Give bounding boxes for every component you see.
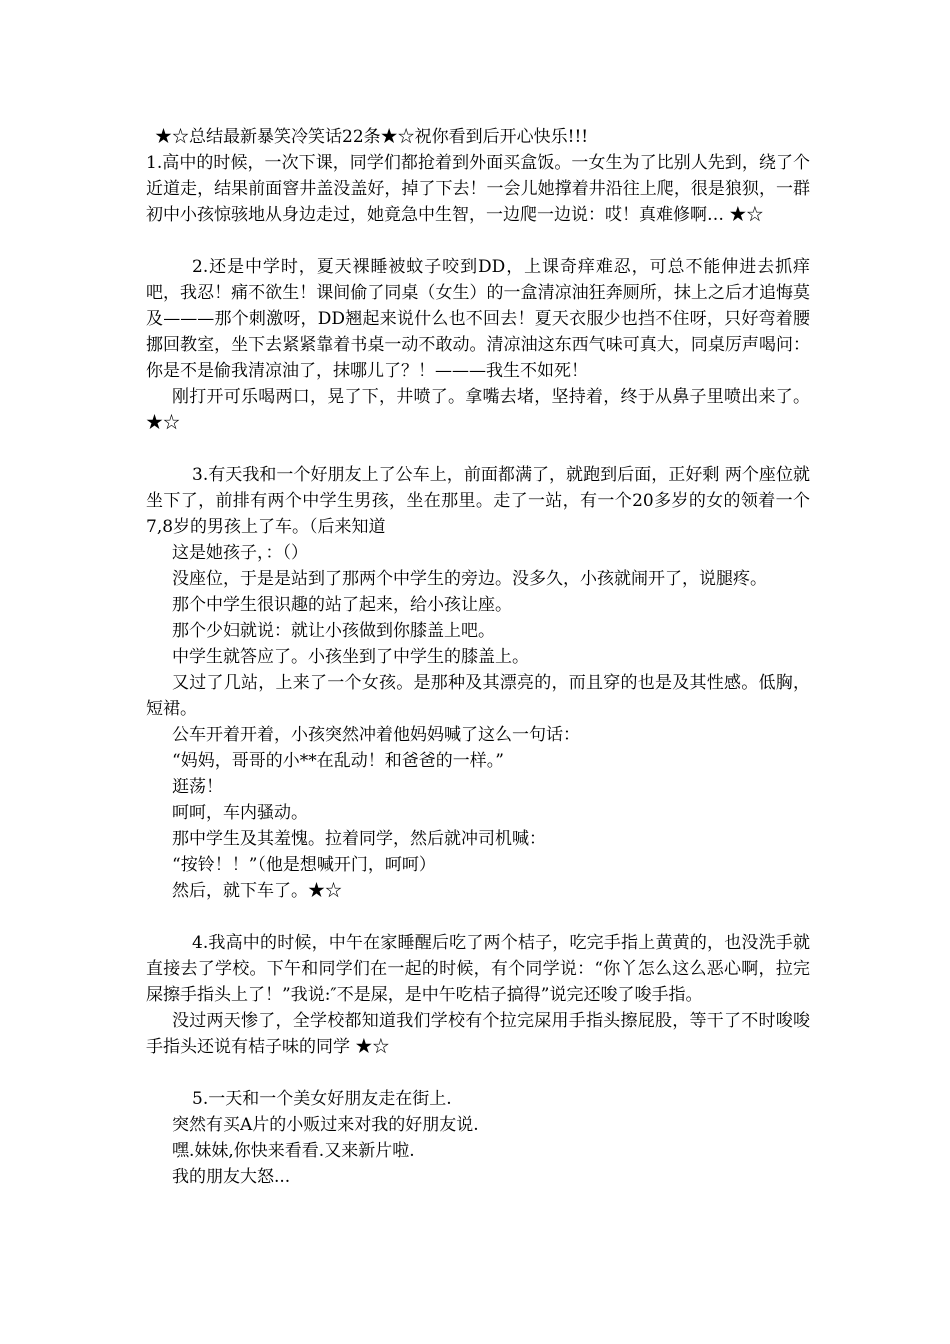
joke-paragraph: 那个少妇就说：就让小孩做到你膝盖上吧。 xyxy=(172,621,495,641)
joke-paragraph: 没过两天惨了，全学校都知道我们学校有个拉完屎用手指头擦屁股，等干了不时唆唆手指头还说有桔子味的同学 ★☆ xyxy=(146,1011,810,1057)
joke-paragraph: “按铃！！”（他是想喊开门，呵呵） xyxy=(172,855,436,875)
joke-paragraph: 没座位，于是是站到了那两个中学生的旁边。没多久，小孩就闹开了，说腿疼。 xyxy=(172,569,767,589)
paragraph-gap xyxy=(146,228,810,254)
joke-paragraph: 又过了几站，上来了一个女孩。是那种及其漂亮的，而且穿的也是及其性感。低胸，短裙。 xyxy=(146,673,810,719)
paragraph-gap xyxy=(146,904,810,930)
joke-paragraph: 刚打开可乐喝两口，晃了下，井喷了。拿嘴去堵，坚持着，终于从鼻子里喷出来了。★☆ xyxy=(146,387,810,433)
joke-paragraph-start: 4.我高中的时候，中午在家睡醒后吃了两个桔子，吃完手指上黄黄的，也没洗手就直接去了学校。下午和同学们在一起的时候，有个同学说：“你丫怎么这么恶心啊，拉完屎擦手指头上了！”我说:″不是屎，是中午吃桔子搞得”说完还唆了唆手指。 xyxy=(146,933,810,1005)
document-body xyxy=(146,124,810,1190)
joke-paragraph: “妈妈，哥哥的小**在乱动！和爸爸的一样。” xyxy=(172,751,504,771)
joke-paragraph: 嘿.妹妹,你快来看看.又来新片啦. xyxy=(172,1141,415,1161)
joke-paragraph: 那个中学生很识趣的站了起来，给小孩让座。 xyxy=(172,595,512,615)
joke-paragraph: 我的朋友大怒... xyxy=(172,1167,291,1187)
joke-paragraph-start: 3.有天我和一个好朋友上了公车上，前面都满了，就跑到后面，正好剩 两个座位就坐下了，前排有两个中学生男孩，坐在那里。走了一站，有一个20多岁的女的领着一个7,8岁的男孩上了车。（后来知道 xyxy=(146,465,810,537)
joke-paragraph: 公车开着开着，小孩突然冲着他妈妈喊了这么一句话： xyxy=(172,725,580,745)
joke-paragraph: 这是她孩子，：（） xyxy=(172,543,308,563)
joke-paragraph-start: 2.还是中学时，夏天裸睡被蚊子咬到DD，上课奇痒难忍，可总不能伸进去抓痒吧，我忍！痛不欲生！课间偷了同桌（女生）的一盒清凉油狂奔厕所，抹上之后才追悔莫及———那个刺激呀，DD翘起来说什么也不回去！夏天衣服少也挡不住呀，只好弯着腰挪回教室，坐下去紧紧靠着书桌一动不敢动。清凉油这东西气味可真大，同桌厉声喝问：你是不是偷我清凉油了，抹哪儿了？！———我生不如死！ xyxy=(146,257,810,381)
paragraph-gap xyxy=(146,1060,810,1086)
joke-paragraph: 然后，就下车了。★☆ xyxy=(172,881,342,901)
joke-paragraph: 突然有买A片的小贩过来对我的好朋友说. xyxy=(172,1115,479,1135)
paragraph-gap xyxy=(146,436,810,462)
joke-paragraph: 1.高中的时候，一次下课，同学们都抢着到外面买盒饭。一女生为了比别人先到，绕了个近道走，结果前面窨井盖没盖好，掉了下去！一会儿她撑着井沿往上爬，很是狼狈，一群初中小孩惊骇地从身边走过，她竟急中生智，一边爬一边说：哎！真难修啊… ★☆ xyxy=(146,153,810,225)
joke-paragraph: 呵呵，车内骚动。 xyxy=(172,803,308,823)
joke-paragraph-start: 5.一天和一个美女好朋友走在街上. xyxy=(192,1089,452,1109)
joke-paragraph: 逛荡！ xyxy=(172,777,223,797)
joke-paragraph: 那中学生及其羞愧。拉着同学，然后就冲司机喊： xyxy=(172,829,546,849)
document-title: ★☆总结最新暴笑冷笑话22条★☆祝你看到后开心快乐!!! xyxy=(155,127,589,147)
joke-paragraph: 中学生就答应了。小孩坐到了中学生的膝盖上。 xyxy=(172,647,529,667)
